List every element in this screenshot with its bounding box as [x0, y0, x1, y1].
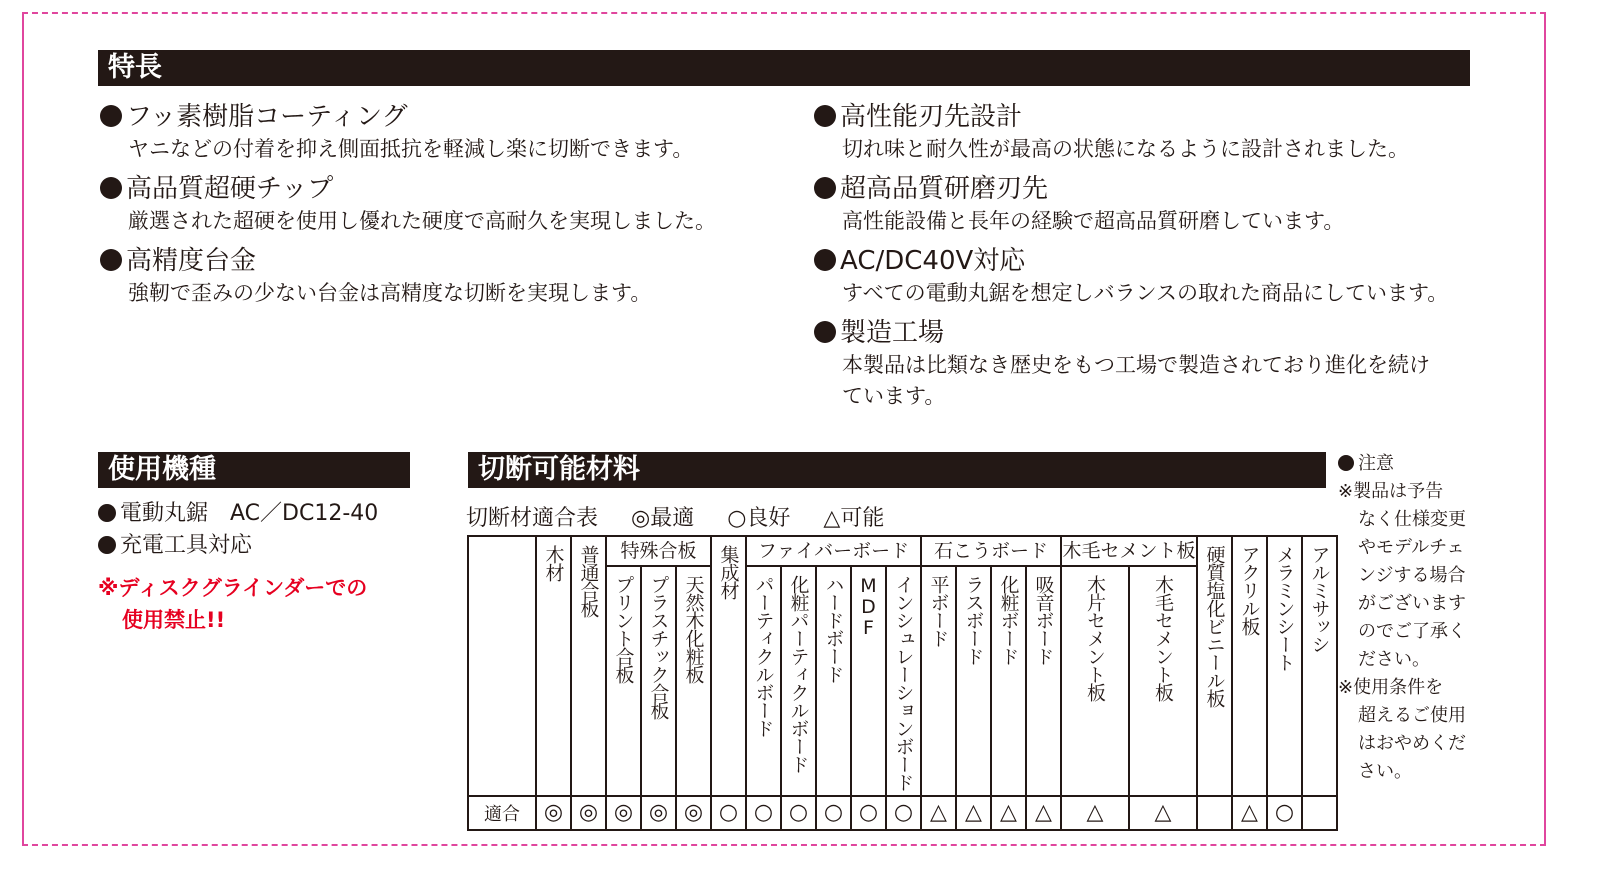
note-line: ンジする場合	[1358, 565, 1466, 586]
corner-cell	[468, 536, 536, 796]
feature-title: 高精度台金	[126, 246, 257, 276]
bullet-icon	[100, 177, 122, 199]
feature-title: 高性能刃先設計	[840, 102, 1023, 132]
note-line: がございます	[1358, 593, 1466, 614]
fit-mark: △	[921, 796, 956, 830]
bullet-icon	[100, 105, 122, 127]
column-header: 吸音ボード	[1026, 566, 1061, 796]
feature-desc: すべての電動丸鋸を想定しバランスの取れた商品にしています。	[842, 281, 1449, 305]
model-item	[98, 498, 378, 530]
column-header: アルミサッシ	[1302, 536, 1337, 796]
features-header: 特長	[98, 50, 1470, 86]
note-line: ※製品は予告	[1338, 481, 1444, 502]
column-header: プラスチック合板	[641, 566, 676, 796]
feature-desc: ヤニなどの付着を抑え側面抵抗を軽減し楽に切断できます。	[128, 137, 694, 161]
feature-item	[100, 244, 651, 309]
column-header: メラミンシート	[1267, 536, 1302, 796]
feature-item	[814, 244, 1448, 309]
fit-mark: ◎	[606, 796, 641, 830]
materials-header: 切断可能材料	[468, 452, 1326, 488]
note-line: さい。	[1358, 761, 1412, 782]
legend	[466, 501, 910, 532]
fit-mark	[1197, 796, 1232, 830]
fit-mark: △	[956, 796, 991, 830]
warning-line: 使用禁止!!	[122, 608, 226, 632]
materials-table	[467, 535, 1338, 831]
column-header: 木毛セメント板	[1129, 566, 1197, 796]
model-label: 充電工具対応	[120, 533, 253, 558]
bullet-icon	[1338, 455, 1354, 471]
note-line: のでご了承く	[1358, 621, 1466, 642]
note-line: はおやめくだ	[1358, 733, 1466, 754]
fit-mark: ○	[851, 796, 886, 830]
feature-title: 高品質超硬チップ	[126, 174, 334, 204]
column-header: MDF	[851, 566, 886, 796]
fit-mark: ◎	[536, 796, 571, 830]
caution-note	[1338, 450, 1478, 786]
fit-mark: ○	[816, 796, 851, 830]
feature-desc: 本製品は比類なき歴史をもつ工場で製造されており進化を続け	[842, 353, 1430, 377]
fit-mark: △	[1129, 796, 1197, 830]
column-header: パーティクルボード	[746, 566, 781, 796]
feature-desc: 厳選された超硬を使用し優れた硬度で高耐久を実現しました。	[128, 209, 716, 233]
column-header: アクリル板	[1232, 536, 1267, 796]
fit-mark: △	[991, 796, 1026, 830]
fit-mark: ○	[781, 796, 816, 830]
column-header: ハードボード	[816, 566, 851, 796]
note-line: なく仕様変更	[1358, 509, 1466, 530]
feature-title: 製造工場	[840, 318, 945, 348]
fit-mark	[1302, 796, 1337, 830]
bullet-icon	[814, 321, 836, 343]
legend-best: ◎最適	[631, 506, 695, 531]
column-header: 天然木化粧板	[676, 566, 711, 796]
fit-mark: ○	[746, 796, 781, 830]
warning-text	[98, 572, 367, 636]
note-line: ※使用条件を	[1338, 677, 1444, 698]
feature-title: フッ素樹脂コーティング	[126, 102, 408, 132]
note-line: ださい。	[1358, 649, 1430, 670]
fit-mark: ◎	[676, 796, 711, 830]
column-header: 木片セメント板	[1061, 566, 1129, 796]
column-header: 硬質塩化ビニール板	[1197, 536, 1232, 796]
bullet-icon	[98, 504, 116, 522]
fit-mark: ◎	[571, 796, 606, 830]
column-header: 化粧パーティクルボード	[781, 566, 816, 796]
fit-mark: △	[1232, 796, 1267, 830]
bullet-icon	[100, 249, 122, 271]
fit-mark: ○	[886, 796, 921, 830]
legend-good: ○良好	[727, 506, 791, 531]
fit-mark: △	[1061, 796, 1129, 830]
feature-item	[814, 316, 1430, 412]
column-header: 化粧ボード	[991, 566, 1026, 796]
model-item	[98, 530, 252, 562]
column-header: ラスボード	[956, 566, 991, 796]
group-header-special: 特殊合板	[606, 536, 711, 566]
column-header: 集成材	[711, 536, 746, 796]
column-header: インシュレーションボード	[886, 566, 921, 796]
bullet-icon	[814, 105, 836, 127]
group-header-wood-cement: 木毛セメント板	[1061, 536, 1197, 566]
fit-mark: ◎	[641, 796, 676, 830]
fit-mark: ○	[711, 796, 746, 830]
note-title: 注意	[1358, 453, 1394, 474]
note-line: 超えるご使用	[1358, 705, 1466, 726]
feature-item	[814, 172, 1344, 237]
model-label: 電動丸鋸 AC／DC12-40	[120, 501, 379, 526]
bullet-icon	[98, 536, 116, 554]
legend-possible: △可能	[823, 506, 885, 531]
legend-title: 切断材適合表	[466, 506, 599, 531]
feature-desc: 切れ味と耐久性が最高の状態になるように設計されました。	[842, 137, 1409, 161]
fit-mark: △	[1026, 796, 1061, 830]
row-label: 適合	[468, 796, 536, 830]
feature-desc: 高性能設備と長年の経験で超高品質研磨しています。	[842, 209, 1345, 233]
column-header: プリント合板	[606, 566, 641, 796]
warning-line: ※ディスクグラインダーでの	[98, 576, 368, 600]
feature-item	[814, 100, 1409, 165]
column-header: 普通合板	[571, 536, 606, 796]
models-header: 使用機種	[98, 452, 410, 488]
feature-title: AC/DC40V対応	[840, 246, 1026, 276]
feature-title: 超高品質研磨刃先	[840, 174, 1049, 204]
feature-item	[100, 100, 693, 165]
group-header-gypsum: 石こうボード	[921, 536, 1061, 566]
bullet-icon	[814, 177, 836, 199]
bullet-icon	[814, 249, 836, 271]
column-header: 平ボード	[921, 566, 956, 796]
feature-desc: 強靭で歪みの少ない台金は高精度な切断を実現します。	[128, 281, 652, 305]
group-header-fiber: ファイバーボード	[746, 536, 921, 566]
fit-mark: ○	[1267, 796, 1302, 830]
note-line: やモデルチェ	[1358, 537, 1465, 558]
feature-desc-continued: ています。	[842, 384, 946, 408]
feature-item	[100, 172, 716, 237]
column-header: 木材	[536, 536, 571, 796]
